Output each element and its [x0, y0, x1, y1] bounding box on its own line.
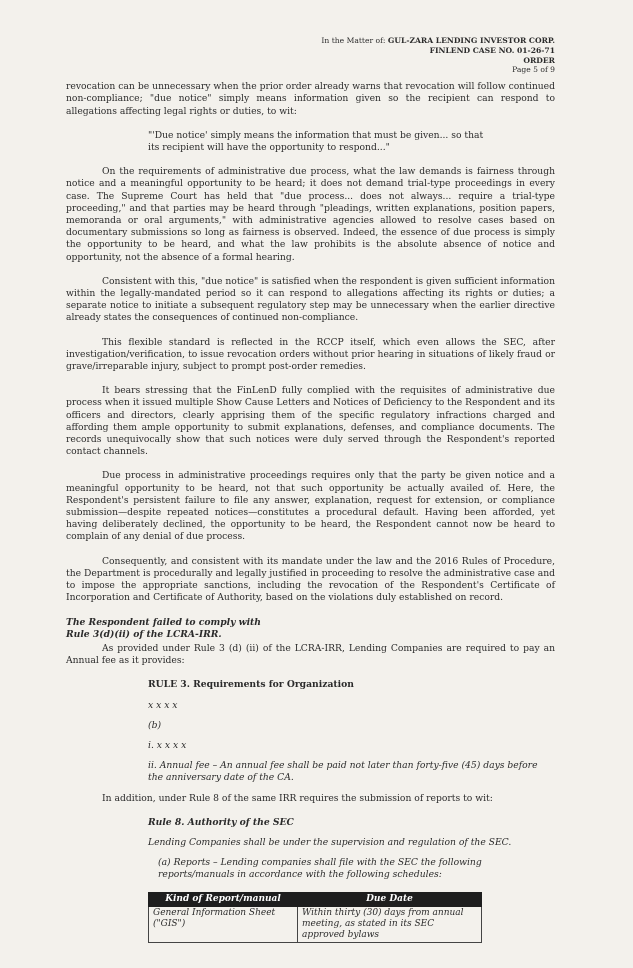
table-header-row — [149, 892, 482, 906]
document-type: ORDER — [523, 55, 555, 65]
rule3-item-b: (b) — [148, 719, 162, 731]
rule8-excerpt — [148, 817, 555, 943]
table-cell-kind: General Information Sheet ("GIS") — [149, 906, 298, 942]
rule8-item-a: (a) Reports – Lending companies shall file with the SEC the following reports/manuals in accordance with the following schedules: — [158, 857, 482, 881]
table-row — [149, 906, 482, 942]
paragraph-procedural-default: Due process in administrative proceedings requires only that the party be given notice and a meaningful opportunity to be heard, not that such opportunity be actually availed of. Here, the Respondent's persistent failure to file any answer, explanation, request for extension, or compliance submission—despite repeated notices—constitutes a procedural default. Having been afforded, yet having deliberately declined, the opportunity to be heard, the Respondent cannot now be heard to complain of any denial of due process. — [66, 470, 555, 543]
rule3-title: RULE 3. Requirements for Organization — [148, 679, 354, 691]
rule8-line1: Lending Companies shall be under the supervision and regulation of the SEC. — [148, 836, 512, 848]
section-heading: The Respondent failed to comply with Rule 3(d)(ii) of the LCRA-IRR. — [66, 616, 261, 640]
rule3-omission: x x x x — [148, 699, 178, 711]
page-number: Page 5 of 9 — [512, 65, 555, 75]
paragraph-due-process: On the requirements of administrative due process, what the law demands is fairness through notice and a meaningful opportunity to be heard; it does not demand trial-type proceedings in every case. The Supreme Court has held that "due process... does not always... require a trial-type proceeding," and that parties may be heard through "pleadings, written explanations, position papers, memoranda or oral arguments," with administrative agencies allowed to resolve cases based on documentary submissions so long as fairness is observed. Indeed, the essence of due process is simply the opportunity to be heard, and what the law prohibits is the absolute absence of notice and opportunity, not the absence of a formal hearing. — [66, 166, 555, 263]
paragraph-consequently: Consequently, and consistent with its mandate under the law and the 2016 Rules of Procedure, the Department is procedurally and legally justified in proceeding to resolve the administrative case and to impose the appropriate sanctions, including the revocation of the Respondent's Certificate of Incorporation and Certificate of Authority, based on the violations duly established on record. — [66, 555, 556, 604]
column-header-kind: Kind of Report/manual — [149, 892, 298, 906]
rule8-title: Rule 8. Authority of the SEC — [148, 816, 294, 828]
rule3-excerpt — [148, 679, 555, 784]
paragraph-annual-fee: As provided under Rule 3 (d) (ii) of the LCRA-IRR, Lending Companies are required to pay an Annual fee as it provides: — [66, 642, 555, 667]
paragraph-continued: revocation can be unnecessary when the prior order already warns that revocation will follow continued non-compliance; "due notice" simply means information given so the recipient can respond to allegations affecting legal rights or duties, to wit: — [66, 81, 555, 117]
block-quote: "'Due notice' simply means the information that must be given... so that its recipient will have the opportunity to respond..." — [148, 129, 484, 153]
case-caption: In the Matter of: GUL-ZARA LENDING INVESTOR CORP. — [321, 36, 555, 45]
table-cell-due-date: Within thirty (30) days from annual meeting, as stated in its SEC approved bylaws — [298, 906, 482, 942]
paragraph-finlend-compliance: It bears stressing that the FinLenD fully complied with the requisites of administrative due process when it issued multiple Show Cause Letters and Notices of Deficiency to the Respondent and its officers and directors, clearly apprising them of the specific regulatory infractions charged and affording them ample opportunity to submit explanations, defenses, and compliance documents. The records unequivocally show that such notices were duly served through the Respondent's reported contact channels. — [66, 385, 555, 458]
rule3-item-ii: ii. Annual fee – An annual fee shall be paid not later than forty-five (45) days before the anniversary date of the CA. — [148, 760, 538, 784]
page-header — [66, 36, 555, 75]
reports-table — [148, 892, 482, 943]
paragraph-rule8-intro: In addition, under Rule 8 of the same IRR requires the submission of reports to wit: — [102, 792, 493, 804]
paragraph-due-notice: Consistent with this, "due notice" is satisfied when the respondent is given sufficient information within the legally-mandated period so it can respond to allegations affecting its rights or duties; a separate notice to initiate a subsequent regulatory step may be unnecessary when the earlier directive already states the consequences of continued non-compliance. — [66, 275, 555, 324]
column-header-due-date: Due Date — [298, 892, 482, 906]
case-number: FINLEND CASE NO. 01-26-71 — [429, 45, 555, 55]
rule3-item-i: i. x x x x — [148, 739, 187, 751]
paragraph-rccp: This flexible standard is reflected in the RCCP itself, which even allows the SEC, after investigation/verification, to issue revocation orders without prior hearing in situations of likely fraud or grave/irreparable injury, subject to prompt post-order remedies. — [66, 336, 555, 373]
